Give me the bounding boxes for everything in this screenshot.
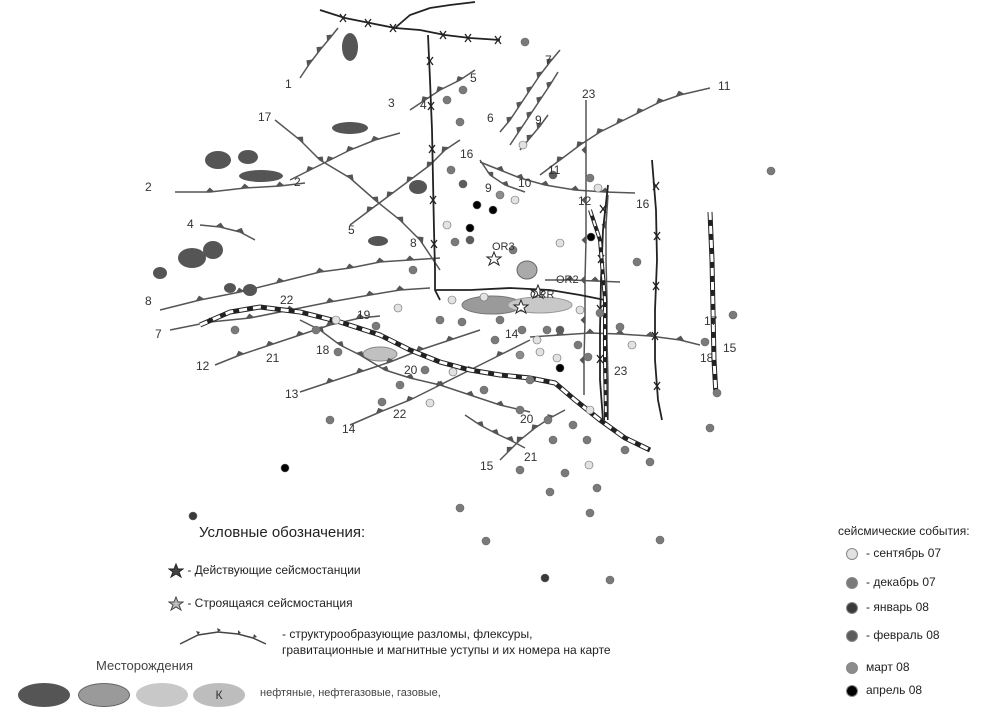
dot-mar08-icon [846, 662, 858, 674]
svg-text:8: 8 [410, 236, 417, 250]
svg-text:7: 7 [155, 327, 162, 341]
svg-text:19: 19 [357, 308, 371, 322]
seismic-legend-title: сейсмические события: [838, 524, 970, 538]
svg-text:12: 12 [578, 194, 592, 208]
legend-title: Условные обозначения: [199, 524, 366, 541]
seismic-legend-sep07: - сентябрь 07 [846, 546, 941, 560]
station-or3-star-icon [487, 252, 501, 265]
svg-text:6: 6 [487, 111, 494, 125]
svg-text:23: 23 [582, 87, 596, 101]
dot-sep07-icon [846, 548, 858, 560]
svg-text:9: 9 [535, 113, 542, 127]
svg-text:2: 2 [145, 180, 152, 194]
star-icon [168, 563, 184, 579]
svg-text:22: 22 [393, 407, 407, 421]
svg-text:22: 22 [280, 293, 294, 307]
svg-text:5: 5 [470, 71, 477, 85]
fault-number-labels [145, 53, 737, 473]
star-outline-icon [168, 596, 184, 612]
deposit-oilgas-swatch [78, 683, 130, 707]
svg-text:18: 18 [700, 351, 714, 365]
svg-text:11: 11 [548, 163, 561, 177]
seismic-legend-dec07: - декабрь 07 [846, 575, 936, 589]
svg-text:13: 13 [285, 387, 299, 401]
svg-text:16: 16 [636, 197, 650, 211]
svg-text:2: 2 [294, 175, 301, 189]
svg-text:9: 9 [485, 181, 492, 195]
dot-jan08-icon [846, 602, 858, 614]
deposit-k-swatch [193, 683, 245, 707]
svg-text:ORR: ORR [530, 289, 555, 301]
legend-faults-line2: гравитационные и магнитные уступы и их номера на карте [282, 643, 611, 657]
legend-building-station [168, 596, 353, 612]
legend-faults [178, 626, 270, 648]
svg-text:OR3: OR3 [492, 241, 515, 253]
svg-text:23: 23 [614, 364, 628, 378]
seismic-legend-apr08: апрель 08 [846, 683, 922, 697]
dot-feb08-icon [846, 630, 858, 642]
svg-text:16: 16 [460, 147, 474, 161]
svg-text:20: 20 [404, 363, 418, 377]
svg-text:11: 11 [718, 79, 731, 93]
svg-text:14: 14 [505, 327, 519, 341]
svg-text:18: 18 [316, 343, 330, 357]
legend-building-label: - Строящаяся сейсмостанция [187, 596, 353, 611]
svg-text:15: 15 [723, 341, 737, 355]
svg-text:7: 7 [545, 53, 552, 67]
dot-apr08-icon [846, 685, 858, 697]
legend-active-label: - Действующие сейсмостанции [187, 563, 361, 578]
legend-faults-line1: - структурообразующие разломы, флексуры, [282, 627, 533, 641]
deposits-types: нефтяные, нефтегазовые, газовые, [260, 687, 441, 699]
svg-text:21: 21 [524, 450, 538, 464]
deposit-oil-swatch [18, 683, 70, 707]
svg-text:17: 17 [258, 110, 272, 124]
svg-text:3: 3 [388, 96, 395, 110]
deposit-gas-swatch [136, 683, 188, 707]
fault-line-icon [178, 626, 270, 648]
deposit-fields [153, 33, 427, 296]
svg-text:8: 8 [145, 294, 152, 308]
dot-dec07-icon [846, 577, 858, 589]
svg-text:1: 1 [285, 77, 292, 91]
svg-text:21: 21 [266, 351, 280, 365]
svg-text:10: 10 [518, 176, 532, 190]
deposit-k-label: К [215, 688, 223, 702]
svg-text:17: 17 [704, 314, 718, 328]
railway-lines [200, 210, 716, 450]
svg-text:15: 15 [480, 459, 494, 473]
svg-text:12: 12 [196, 359, 210, 373]
svg-text:5: 5 [348, 223, 355, 237]
svg-text:4: 4 [187, 217, 194, 231]
deposits-title: Месторождения [96, 658, 194, 673]
svg-text:4: 4 [420, 98, 427, 112]
deposit-fields-light [363, 261, 572, 361]
svg-text:20: 20 [520, 412, 534, 426]
seismic-legend-feb08: - февраль 08 [846, 628, 940, 642]
legend-active-stations [168, 563, 361, 579]
seismic-legend-mar08: март 08 [846, 660, 910, 674]
seismic-legend-jan08: - январь 08 [846, 600, 929, 614]
svg-text:OR2: OR2 [556, 274, 579, 286]
svg-text:14: 14 [342, 422, 356, 436]
